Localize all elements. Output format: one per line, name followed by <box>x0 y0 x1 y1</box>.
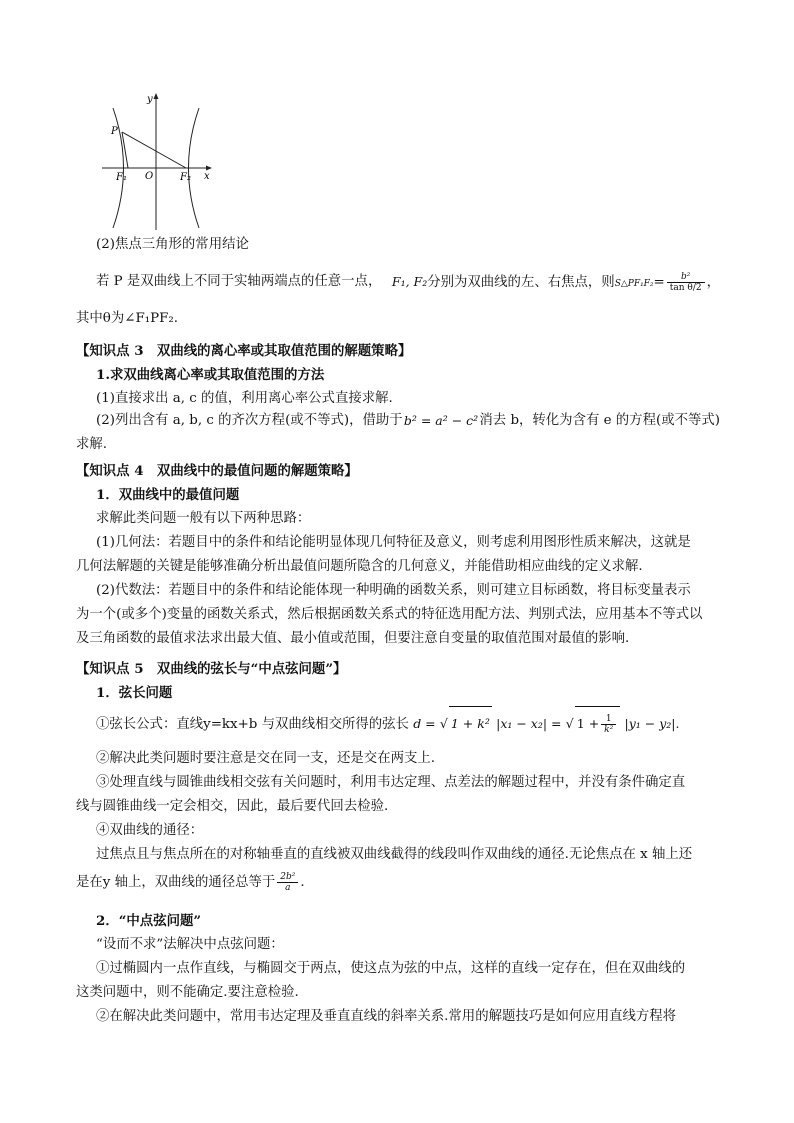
math-b2-formula: b² = a² − c² <box>403 413 479 428</box>
math-sqrt-symbol: √ <box>565 716 574 731</box>
paragraph-homogeneous-equation <box>96 410 720 432</box>
math-area-symbol: S△PF₁F₂ <box>614 279 654 289</box>
math-sqrt-1-over-k2 <box>575 706 620 741</box>
label-y: y <box>147 94 153 105</box>
subheading-extremum-problem: 1．双曲线中的最值问题 <box>96 487 240 503</box>
heading-knowledge-point-3: 【知识点 3 双曲线的离心率或其取值范围的解题策略】 <box>76 343 412 359</box>
focal-triangle-area-formula <box>96 266 720 298</box>
x-axis-arrow <box>206 166 212 171</box>
text-run: 消去 b，转化为含有 e 的方程(或不等式) <box>479 413 720 428</box>
math-d-equals: d = <box>413 716 436 731</box>
fraction-numerator: b² <box>667 272 705 283</box>
paragraph-geometric-method: (1)几何法：若题目中的条件和结论能明显体现几何特征及意义，则考虑利用图形性质来解决，这就是 <box>96 535 691 550</box>
subheading-midpoint-chord: 2．“中点弦问题” <box>96 913 202 929</box>
paragraph-latus-rectum-def: 过焦点且与焦点所在的对称轴垂直的直线被双曲线截得的线段叫作双曲线的通径.无论焦点在 x 轴上还 <box>96 847 693 862</box>
heading-knowledge-point-5: 【知识点 5 双曲线的弦长与“中点弦问题”】 <box>76 661 347 677</box>
text-run: (2)列出含有 a, b, c 的齐次方程(或不等式)，借助于 <box>96 413 403 428</box>
math-equals: = <box>653 275 665 290</box>
paragraph-algebraic-method: (2)代数法：若题目中的条件和结论能体现一种明确的函数关系，则可建立目标函数，将目标变量表示 <box>96 583 691 598</box>
paragraph-continuation: 求解. <box>76 437 108 452</box>
label-f1: F₁ <box>116 172 127 183</box>
pf2-segment <box>122 132 186 168</box>
text-run: . <box>300 875 305 890</box>
fraction-numerator: 1 <box>601 714 616 725</box>
heading-knowledge-point-4: 【知识点 4 双曲线中的最值问题的解题策略】 <box>76 463 358 479</box>
paragraph-set-without-solving: “设而不求”法解决中点弦问题： <box>96 937 284 952</box>
text-run: 分别为双曲线的左、右焦点，则 <box>427 275 615 290</box>
text-run: 是在y 轴上，双曲线的通径总等于 <box>76 875 276 890</box>
paragraph-algebraic-method-cont1: 为一个(或多个)变量的函数关系式，然后根据函数关系式的特征选用配方法、判别式法，应用基本不等式以 <box>76 607 703 622</box>
math-sqrt-1-k2: 1 + k² <box>449 706 492 741</box>
text-run <box>392 266 720 298</box>
fraction-numerator: 2b² <box>277 872 298 883</box>
paragraph-algebraic-method-cont2: 及三角函数的最值求法求出最大值、最小值或范围，但要注意自变量的取值范围对最值的影响. <box>76 631 630 646</box>
math-f1f2: F₁, F₂ <box>391 274 428 289</box>
math-abs-y-diff: |y₁ − y₂|. <box>624 716 680 731</box>
paragraph-vieta-slope: ②在解决此类问题中，常用韦达定理及垂直直线的斜率关系.常用的解题技巧是如何应用直线方程将 <box>96 1009 677 1024</box>
paragraph-ellipse-note: ①过椭圆内一点作直线，与椭圆交于两点，使这点为弦的中点，这样的直线一定存在，但在双曲线的 <box>96 961 686 976</box>
theta-definition: 其中θ为∠F₁PF₂. <box>76 311 179 326</box>
label-o: O <box>145 171 154 182</box>
paragraph-geometric-method-cont: 几何法解题的关键是能够准确分析出最值问题所隐含的几何意义，并能借助相应曲线的定义求解. <box>76 559 643 574</box>
hyperbola-focal-triangle-figure <box>100 88 220 233</box>
label-x: x <box>204 171 210 182</box>
fraction-denominator: k² <box>604 725 614 735</box>
subheading-focal-triangle: (2)焦点三角形的常用结论 <box>96 237 249 252</box>
text-run: ①弦长公式：直线y=kx+b 与双曲线相交所得的弦长 <box>96 717 409 732</box>
chord-length-formula <box>96 706 720 740</box>
fraction-denominator: a <box>285 883 291 893</box>
label-f2: F₂ <box>180 172 191 183</box>
paragraph-direct-method: (1)直接求出 a, c 的值，利用离心率公式直接求解. <box>96 391 393 406</box>
text-run: 若 P 是双曲线上不同于实轴两端点的任意一点， <box>96 274 382 289</box>
fraction-denominator: tan θ/2 <box>669 283 702 293</box>
paragraph-latus-rectum-heading: ④双曲线的通径： <box>96 823 204 838</box>
paragraph-ellipse-note-cont: 这类问题中，则不能确定.要注意检验. <box>76 985 299 1000</box>
text-run: ， <box>706 275 720 290</box>
subheading-chord-length: 1．弦长问题 <box>96 685 173 701</box>
paragraph-latus-rectum-value <box>76 866 720 900</box>
fraction-b2-over-tan <box>667 272 705 293</box>
subheading-eccentricity-method: 1.求双曲线离心率或其取值范围的方法 <box>96 367 325 383</box>
y-axis-arrow <box>154 93 159 99</box>
paragraph-two-approaches: 求解此类问题一般有以下两种思路： <box>96 511 311 526</box>
math-sqrt-symbol: √ <box>439 716 448 731</box>
paragraph-vieta-note: ③处理直线与圆锥曲线相交弦有关问题时，利用韦达定理、点差法的解题过程中，并没有条件确定直 <box>96 775 686 790</box>
fraction-2b2-over-a <box>277 872 298 893</box>
text-run: 1 + <box>576 716 600 731</box>
paragraph-same-branch-note: ②解决此类问题时要注意是交在同一支，还是交在两支上. <box>96 751 436 766</box>
fraction-1-over-k2 <box>601 714 616 735</box>
label-p: P <box>111 126 118 137</box>
paragraph-vieta-note-cont: 线与圆锥曲线一定会相交，因此，最后要代回去检验. <box>76 799 389 814</box>
math-abs-x-diff: |x₁ − x₂| = <box>496 716 562 731</box>
